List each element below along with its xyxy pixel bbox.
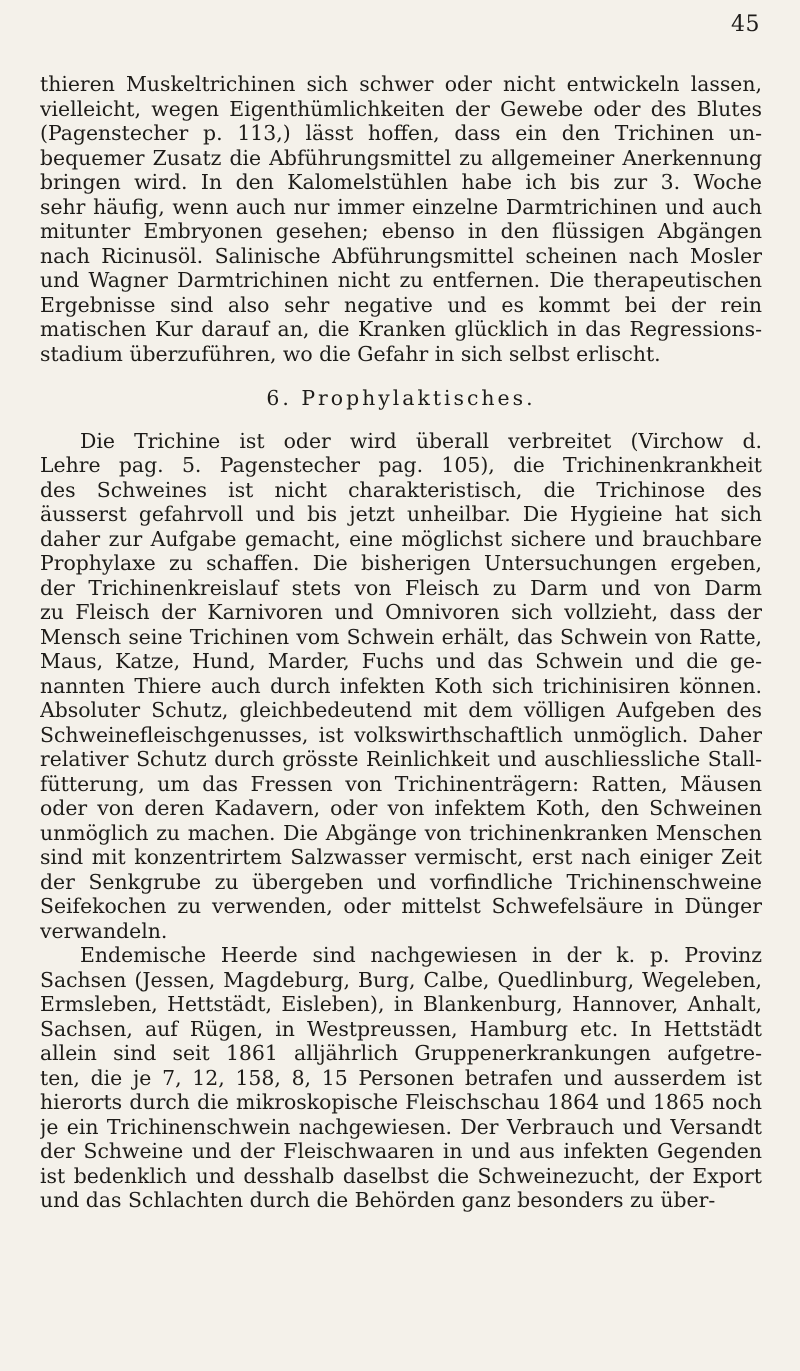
text-line: der Senkgrube zu übergeben und vorfindliche Trichinenschweine (40, 869, 762, 894)
paragraph-endemic-foci (40, 943, 762, 1213)
text-line: Prophylaxe zu schaffen. Die bisherigen Untersuchungen ergeben, (40, 551, 762, 575)
text-line: matischen Kur darauf an, die Kranken glücklich in das Regressions- (40, 317, 762, 341)
text-line: der Schweine und der Fleischwaaren in und aus infekten Gegenden (40, 1139, 762, 1163)
text-line: Ermsleben, Hettstädt, Eisleben), in Blankenburg, Hannover, Anhalt, (40, 992, 762, 1016)
text-line: vielleicht, wegen Eigenthümlichkeiten der Gewebe oder des Blutes (40, 96, 762, 121)
text-line: Absoluter Schutz, gleichbedeutend mit dem völligen Aufgeben des (40, 698, 762, 722)
text-line: und das Schlachten durch die Behörden ganz besonders zu über- (40, 1188, 716, 1212)
text-line: hierorts durch die mikroskopische Fleischschau 1864 und 1865 noch (40, 1090, 762, 1114)
text-line: Die Trichine ist oder wird überall verbreitet (Virchow d. (80, 428, 762, 453)
text-line: ten, die je 7, 12, 158, 8, 15 Personen betrafen und ausserdem ist (40, 1065, 762, 1090)
text-line: ist bedenklich und desshalb daselbst die Schweinezucht, der Export (40, 1163, 762, 1188)
text-line: thieren Muskeltrichinen sich schwer oder nicht entwickeln lassen, (40, 72, 762, 96)
text-line: je ein Trichinenschwein nachgewiesen. Der Verbrauch und Versandt (40, 1114, 762, 1139)
page-number: 45 (731, 12, 760, 37)
text-line: nach Ricinusöl. Salinische Abführungsmittel scheinen nach Mosler (40, 243, 762, 268)
text-line: Sachsen, auf Rügen, in Westpreussen, Hamburg etc. In Hettstädt (40, 1016, 762, 1041)
text-line: und Wagner Darmtrichinen nicht zu entfernen. Die therapeutischen (40, 268, 762, 292)
paragraph-prophylaxis (40, 429, 762, 944)
text-line: der Trichinenkreislauf stets von Fleisch zu Darm und von Darm (40, 575, 762, 600)
text-line: nannten Thiere auch durch infekten Koth sich trichinisiren können. (40, 673, 762, 698)
text-line: relativer Schutz durch grösste Reinlichkeit und auschliessliche Stall- (40, 747, 762, 771)
text-line: verwandeln. (40, 918, 168, 943)
text-line: unmöglich zu machen. Die Abgänge von trichinenkranken Menschen (40, 820, 762, 845)
text-line: allein sind seit 1861 alljährlich Gruppenerkrankungen aufgetre- (40, 1041, 762, 1065)
text-line: stadium überzuführen, wo die Gefahr in sich selbst erlischt. (40, 341, 661, 366)
text-line: Schweinefleischgenusses, ist volkswirthschaftlich unmöglich. Daher (40, 722, 762, 747)
text-line: fütterung, um das Fressen von Trichinenträgern: Ratten, Mäusen (40, 771, 762, 796)
text-line: Seifekochen zu verwenden, oder mittelst Schwefelsäure in Dünger (40, 894, 762, 918)
body-text (40, 72, 762, 1213)
text-line: (Pagenstecher p. 113,) lässt hoffen, dass ein den Trichinen un- (40, 121, 762, 145)
text-line: des Schweines ist nicht charakteristisch, die Trichinose des (40, 477, 762, 502)
section-heading: 6. Prophylaktisches. (266, 386, 536, 410)
text-line: sind mit konzentrirtem Salzwasser vermischt, erst nach einiger Zeit (40, 845, 762, 869)
text-line: sehr häufig, wenn auch nur immer einzelne Darmtrichinen und auch (40, 194, 762, 219)
text-line: Ergebnisse sind also sehr negative und es kommt bei der rein (40, 292, 762, 317)
text-line: Sachsen (Jessen, Magdeburg, Burg, Calbe, Quedlinburg, Wegeleben, (40, 967, 762, 992)
text-line: Maus, Katze, Hund, Marder, Fuchs und das Schwein und die ge- (40, 649, 762, 673)
text-line: Mensch seine Trichinen vom Schwein erhält, das Schwein von Ratte, (40, 624, 762, 649)
text-line: Endemische Heerde sind nachgewiesen in der k. p. Provinz (80, 943, 762, 967)
text-line: zu Fleisch der Karnivoren und Omnivoren sich vollzieht, dass der (40, 600, 762, 624)
text-line: mitunter Embryonen gesehen; ebenso in den flüssigen Abgängen (40, 219, 762, 243)
text-line: bequemer Zusatz die Abführungsmittel zu allgemeiner Anerkennung (40, 145, 762, 170)
text-line: äusserst gefahrvoll und bis jetzt unheilbar. Die Hygieine hat sich (40, 502, 762, 526)
text-line: Lehre pag. 5. Pagenstecher pag. 105), die Trichinenkrankheit (40, 453, 762, 477)
text-line: oder von deren Kadavern, oder von infektem Koth, den Schweinen (40, 796, 762, 820)
paragraph-treatment (40, 72, 762, 366)
text-line: bringen wird. In den Kalomelstühlen habe ich bis zur 3. Woche (40, 170, 762, 194)
text-line: daher zur Aufgabe gemacht, eine möglichst sichere und brauchbare (40, 526, 762, 551)
